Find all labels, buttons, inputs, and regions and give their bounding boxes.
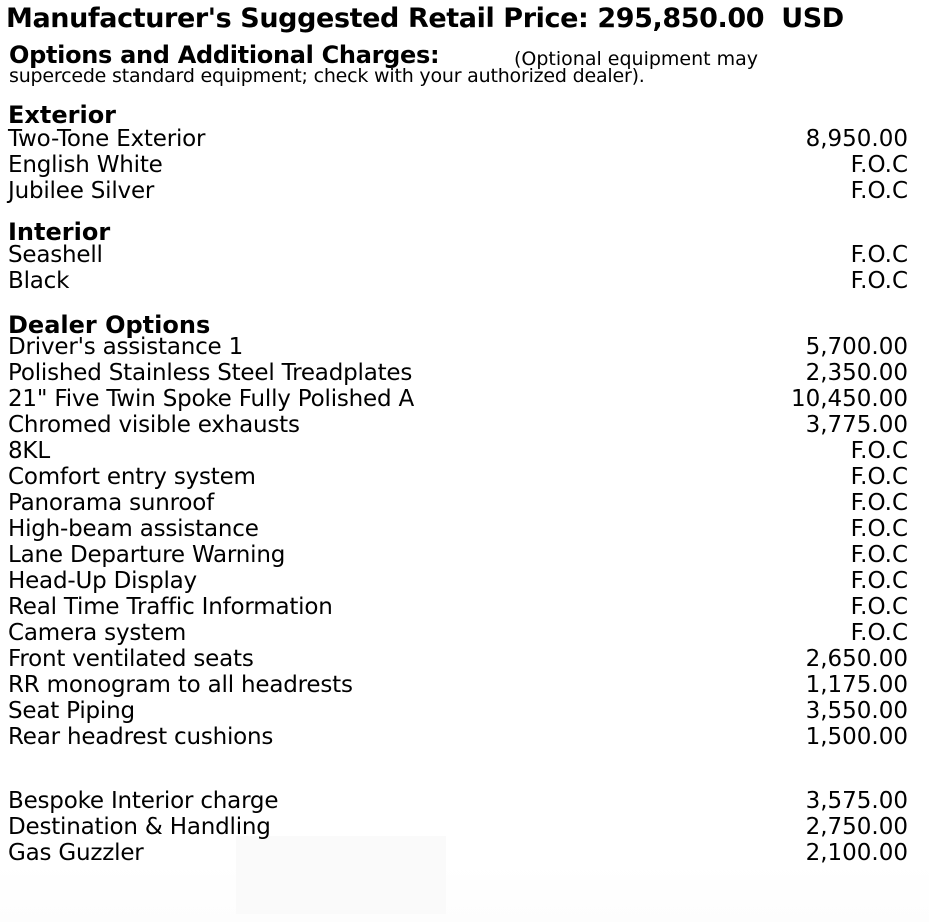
option-label: Rear headrest cushions <box>8 724 274 750</box>
option-label: Lane Departure Warning <box>8 542 286 568</box>
option-row <box>0 620 929 646</box>
option-row <box>0 438 929 464</box>
option-row <box>0 594 929 620</box>
option-row <box>0 178 929 204</box>
option-row <box>0 386 929 412</box>
option-row <box>0 490 929 516</box>
option-price: F.O.C <box>850 620 908 646</box>
charge-row <box>0 788 929 814</box>
options-note-line1: (Optional equipment may <box>514 48 759 70</box>
section-title-exterior: Exterior <box>8 101 117 129</box>
charge-label: Destination & Handling <box>8 814 271 840</box>
option-label: Panorama sunroof <box>8 490 215 516</box>
option-label: High-beam assistance <box>8 516 259 542</box>
option-label: Chromed visible exhausts <box>8 412 300 438</box>
option-label: Camera system <box>8 620 187 646</box>
option-label: Seat Piping <box>8 698 135 724</box>
option-label: Jubilee Silver <box>8 178 155 204</box>
option-price: F.O.C <box>850 464 908 490</box>
option-row <box>0 542 929 568</box>
charge-price: 3,575.00 <box>805 788 908 814</box>
charge-row <box>0 840 929 866</box>
option-label: Polished Stainless Steel Treadplates <box>8 360 413 386</box>
option-price: 2,350.00 <box>805 360 908 386</box>
option-price: 8,950.00 <box>805 126 908 152</box>
option-price: 2,650.00 <box>805 646 908 672</box>
option-row <box>0 672 929 698</box>
option-label: Real Time Traffic Information <box>8 594 333 620</box>
option-price: F.O.C <box>850 242 908 268</box>
charge-price: 2,750.00 <box>805 814 908 840</box>
option-price: F.O.C <box>850 542 908 568</box>
option-row <box>0 724 929 750</box>
options-note-line2: supercede standard equipment; check with your authorized dealer). <box>9 65 645 87</box>
option-price: F.O.C <box>850 178 908 204</box>
option-price: 10,450.00 <box>790 386 908 412</box>
option-label: Seashell <box>8 242 103 268</box>
option-label: Driver's assistance 1 <box>8 334 244 360</box>
section-title-interior: Interior <box>8 218 111 246</box>
option-row <box>0 516 929 542</box>
section-title-dealer-options: Dealer Options <box>8 311 211 339</box>
option-label: Comfort entry system <box>8 464 256 490</box>
option-label: English White <box>8 152 163 178</box>
option-price: F.O.C <box>850 152 908 178</box>
option-price: 1,175.00 <box>805 672 908 698</box>
scan-shading <box>0 862 929 922</box>
option-row <box>0 568 929 594</box>
option-label: Front ventilated seats <box>8 646 254 672</box>
option-price: F.O.C <box>850 516 908 542</box>
option-row <box>0 126 929 152</box>
option-price: 3,775.00 <box>805 412 908 438</box>
option-price: F.O.C <box>850 490 908 516</box>
msrp-amount: 295,850.00 <box>597 3 765 34</box>
option-label: 8KL <box>8 438 50 464</box>
option-row <box>0 698 929 724</box>
charge-price: 2,100.00 <box>805 840 908 866</box>
option-label: Head-Up Display <box>8 568 197 594</box>
option-label: 21" Five Twin Spoke Fully Polished A <box>8 386 415 412</box>
charge-row <box>0 814 929 840</box>
msrp-label: Manufacturer's Suggested Retail Price: <box>6 3 589 34</box>
option-price: F.O.C <box>850 268 908 294</box>
option-price: F.O.C <box>850 594 908 620</box>
option-row <box>0 646 929 672</box>
option-row <box>0 412 929 438</box>
msrp-line <box>6 2 844 36</box>
option-price: 1,500.00 <box>805 724 908 750</box>
option-price: F.O.C <box>850 438 908 464</box>
charge-label: Gas Guzzler <box>8 840 144 866</box>
option-label: Black <box>8 268 70 294</box>
charge-label: Bespoke Interior charge <box>8 788 279 814</box>
option-row <box>0 334 929 360</box>
option-label: RR monogram to all headrests <box>8 672 353 698</box>
option-row <box>0 268 929 294</box>
option-row <box>0 152 929 178</box>
option-row <box>0 464 929 490</box>
option-row <box>0 360 929 386</box>
option-label: Two-Tone Exterior <box>8 126 206 152</box>
option-price: F.O.C <box>850 568 908 594</box>
option-price: 3,550.00 <box>805 698 908 724</box>
msrp-currency: USD <box>781 3 844 34</box>
option-price: 5,700.00 <box>805 334 908 360</box>
options-heading: Options and Additional Charges: <box>9 41 440 69</box>
option-row <box>0 242 929 268</box>
